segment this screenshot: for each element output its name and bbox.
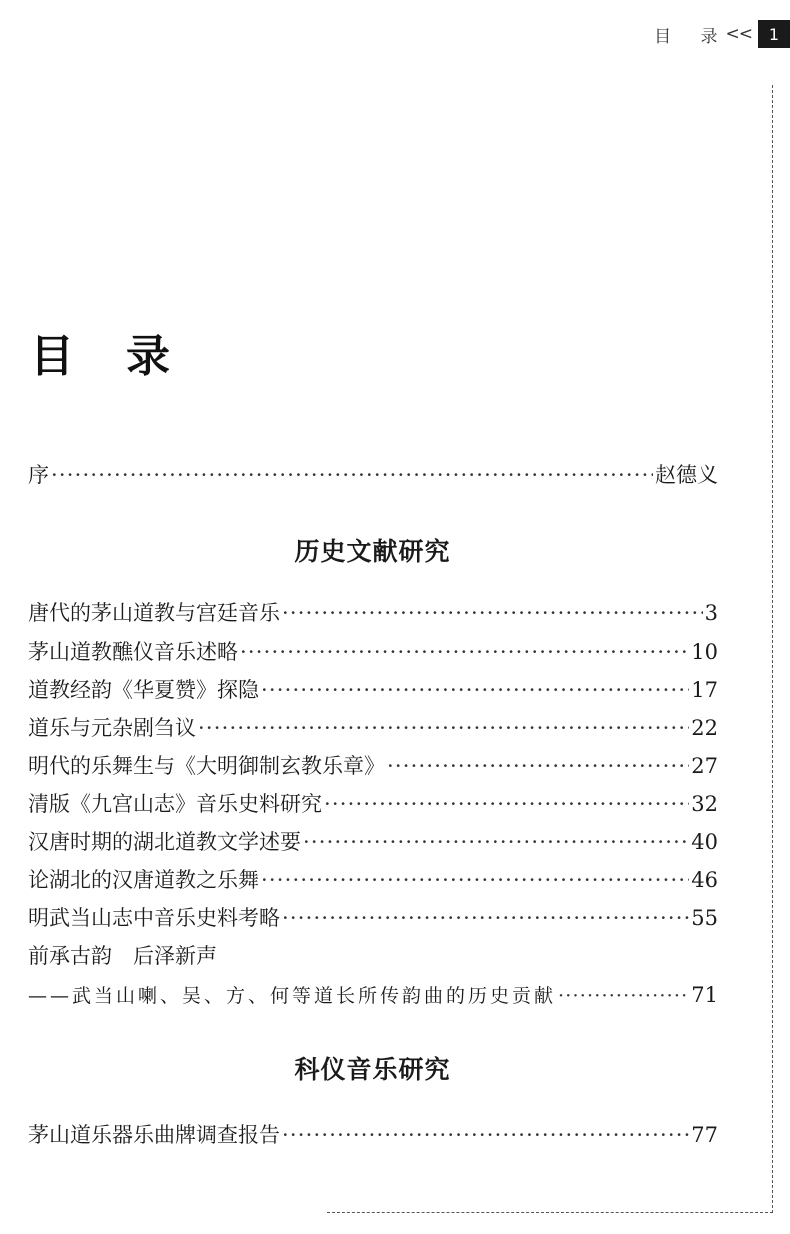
toc-entry-title: 序 bbox=[28, 463, 49, 487]
dot-leader bbox=[261, 865, 689, 895]
toc-entry[interactable] bbox=[28, 903, 718, 933]
running-header bbox=[654, 20, 790, 48]
dot-leader bbox=[282, 598, 703, 628]
dot-leader bbox=[261, 675, 689, 705]
toc-entry[interactable] bbox=[28, 865, 718, 895]
toc-entry-title: 汉唐时期的湖北道教文学述要 bbox=[28, 830, 301, 854]
toc-entry-page: 10 bbox=[691, 640, 718, 664]
toc-entry-page: 27 bbox=[691, 754, 718, 778]
page-title: 目录 bbox=[30, 331, 222, 382]
toc-entry[interactable] bbox=[28, 598, 718, 628]
toc-entry-author: 赵德义 bbox=[655, 463, 718, 487]
dot-leader bbox=[240, 637, 689, 667]
toc-entry-page: 32 bbox=[691, 792, 718, 816]
toc-entry-title: 唐代的茅山道教与宫廷音乐 bbox=[28, 601, 280, 625]
dot-leader bbox=[51, 460, 653, 490]
running-header-arrows: << bbox=[725, 24, 752, 44]
toc-entry-page: 55 bbox=[691, 906, 718, 930]
toc-entry[interactable] bbox=[28, 789, 718, 819]
toc-entry-title: 道教经韵《华夏赞》探隐 bbox=[28, 678, 259, 702]
section-heading-history: 历史文献研究 bbox=[294, 537, 451, 566]
toc-entry-title: 茅山道教醮仪音乐述略 bbox=[28, 640, 238, 664]
page-number-badge: 1 bbox=[758, 20, 790, 48]
right-dashed-border bbox=[772, 85, 773, 1213]
toc-entry-title: ——武当山喇、吴、方、何等道长所传韵曲的历史贡献 bbox=[28, 985, 557, 1007]
dot-leader bbox=[558, 981, 689, 1011]
toc-entry-subtitle[interactable] bbox=[28, 980, 718, 1011]
toc-entry-page: 46 bbox=[691, 868, 718, 892]
dot-leader bbox=[282, 903, 689, 933]
dot-leader bbox=[324, 789, 689, 819]
toc-entry-title: 茅山道乐器乐曲牌调查报告 bbox=[28, 1123, 280, 1147]
toc-entry-title: 清版《九宫山志》音乐史料研究 bbox=[28, 792, 322, 816]
toc-entry-page: 77 bbox=[691, 1123, 718, 1147]
toc-entry-preface[interactable] bbox=[28, 460, 718, 490]
toc-entry-title-line[interactable]: 前承古韵 后泽新声 bbox=[28, 944, 217, 968]
dot-leader bbox=[282, 1120, 689, 1150]
toc-entry-page: 22 bbox=[691, 716, 718, 740]
toc-entry[interactable] bbox=[28, 637, 718, 667]
dot-leader bbox=[198, 713, 689, 743]
dot-leader bbox=[303, 827, 689, 857]
toc-entry[interactable] bbox=[28, 675, 718, 705]
toc-entry-title: 论湖北的汉唐道教之乐舞 bbox=[28, 868, 259, 892]
toc-entry-page: 17 bbox=[691, 678, 718, 702]
dot-leader bbox=[387, 751, 689, 781]
toc-entry[interactable] bbox=[28, 827, 718, 857]
running-header-title: 目 录 bbox=[654, 26, 730, 47]
bottom-dashed-border bbox=[327, 1212, 773, 1213]
toc-entry-page: 71 bbox=[691, 983, 718, 1007]
toc-entry-title: 道乐与元杂剧刍议 bbox=[28, 716, 196, 740]
toc-entry[interactable] bbox=[28, 1120, 718, 1150]
toc-entry[interactable] bbox=[28, 751, 718, 781]
toc-entry-page: 40 bbox=[691, 830, 718, 854]
section-heading-liturgy: 科仪音乐研究 bbox=[294, 1055, 451, 1084]
toc-entry-title: 明代的乐舞生与《大明御制玄教乐章》 bbox=[28, 754, 385, 778]
toc-entry-page: 3 bbox=[704, 601, 718, 625]
toc-entry-title: 明武当山志中音乐史料考略 bbox=[28, 906, 280, 930]
toc-entry[interactable] bbox=[28, 713, 718, 743]
